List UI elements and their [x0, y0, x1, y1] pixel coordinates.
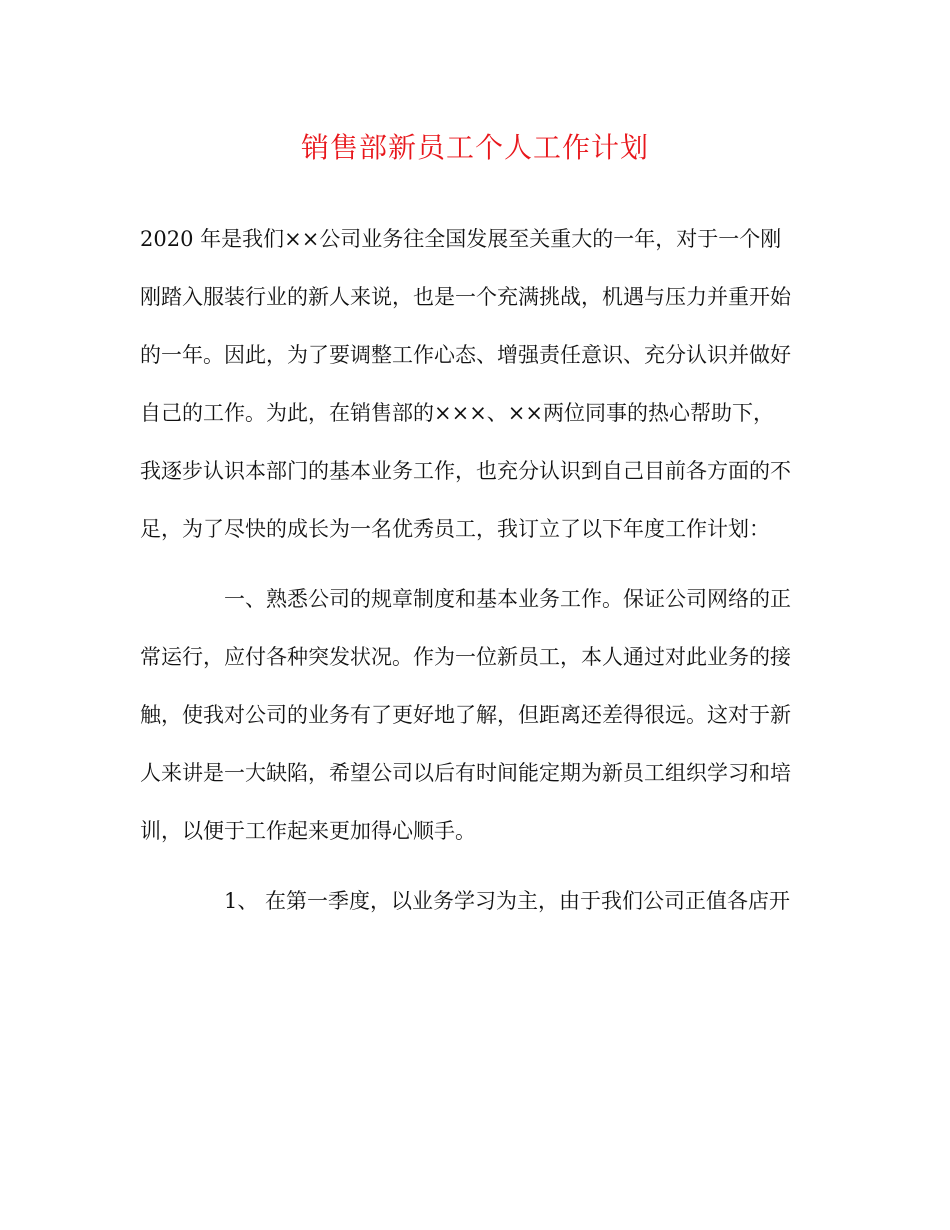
paragraph-2-line-4: 人来讲是一大缺陷，希望公司以后有时间能定期为新员工组织学习和培: [140, 761, 791, 785]
paragraph-2-line-1: 一、熟悉公司的规章制度和基本业务工作。保证公司网络的正: [224, 587, 791, 611]
paragraph-1-line-2: 刚踏入服装行业的新人来说，也是一个充满挑战，机遇与压力并重开始: [140, 285, 791, 309]
paragraph-1-line-3: 的一年。因此，为了要调整工作心态、增强责任意识、充分认识并做好: [140, 343, 791, 367]
paragraph-3-line-1: 1、 在第一季度，以业务学习为主，由于我们公司正值各店开: [224, 889, 791, 913]
document-body: [140, 210, 812, 930]
paragraph-2-line-3: 触，使我对公司的业务有了更好地了解，但距离还差得很远。这对于新: [140, 703, 791, 727]
paragraph-gap: [140, 558, 812, 570]
paragraph-1-line-6: 足，为了尽快的成长为一名优秀员工，我订立了以下年度工作计划：: [140, 517, 770, 541]
paragraph-1-line-5: 我逐步认识本部门的基本业务工作，也充分认识到自己目前各方面的不: [140, 459, 791, 483]
paragraph-2-line-5: 训，以便于工作起来更加得心顺手。: [140, 819, 476, 843]
paragraph-1-line-4: 自己的工作。为此，在销售部的×××、××两位同事的热心帮助下，: [140, 401, 774, 425]
paragraph-gap: [140, 860, 812, 872]
paragraph-2-line-2: 常运行，应付各种突发状况。作为一位新员工，本人通过对此业务的接: [140, 645, 791, 669]
document-title: 销售部新员工个人工作计划: [300, 131, 649, 164]
paragraph-1-line-1: 2020 年是我们××公司业务往全国发展至关重大的一年，对于一个刚: [140, 227, 782, 251]
